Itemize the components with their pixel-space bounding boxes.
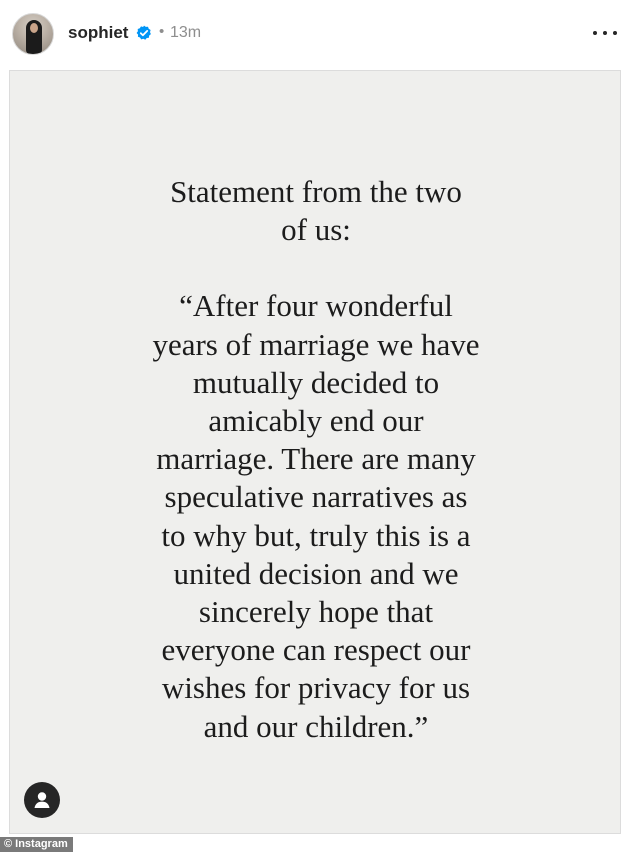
meta-separator: •	[159, 23, 165, 40]
statement-line: wishes for privacy for us	[161, 670, 471, 706]
statement-line: Statement from the two	[170, 174, 462, 209]
statement-line: amicably end our	[208, 403, 424, 439]
image-credit: © Instagram	[0, 837, 73, 852]
statement-line: sincerely hope that	[198, 594, 434, 630]
post-header	[0, 0, 634, 68]
statement-line: speculative narratives as	[164, 479, 468, 515]
more-options-icon[interactable]	[592, 26, 618, 40]
user-tag-glyph	[24, 782, 60, 818]
statement-line: years of marriage we have	[152, 326, 480, 362]
statement-line: united decision and we	[173, 555, 459, 591]
post-image	[9, 70, 621, 834]
avatar-face	[30, 23, 38, 33]
username-link[interactable]: sophiet	[68, 23, 129, 42]
statement-line: everyone can respect our	[161, 632, 471, 668]
statement-line: “After four wonderful	[179, 288, 453, 324]
avatar[interactable]	[12, 13, 54, 55]
user-tag-icon[interactable]	[24, 782, 60, 818]
verified-badge-icon	[136, 25, 152, 41]
statement-line: marriage. There are many	[156, 441, 476, 477]
statement-line: and our children.”	[203, 708, 429, 744]
statement-line: of us:	[281, 212, 351, 248]
post-timestamp[interactable]: 13m	[170, 24, 202, 41]
statement-line: mutually decided to	[192, 364, 440, 400]
statement-gap	[10, 249, 622, 287]
statement-line: to why but, truly this is a	[161, 517, 471, 553]
statement-text	[10, 173, 622, 746]
